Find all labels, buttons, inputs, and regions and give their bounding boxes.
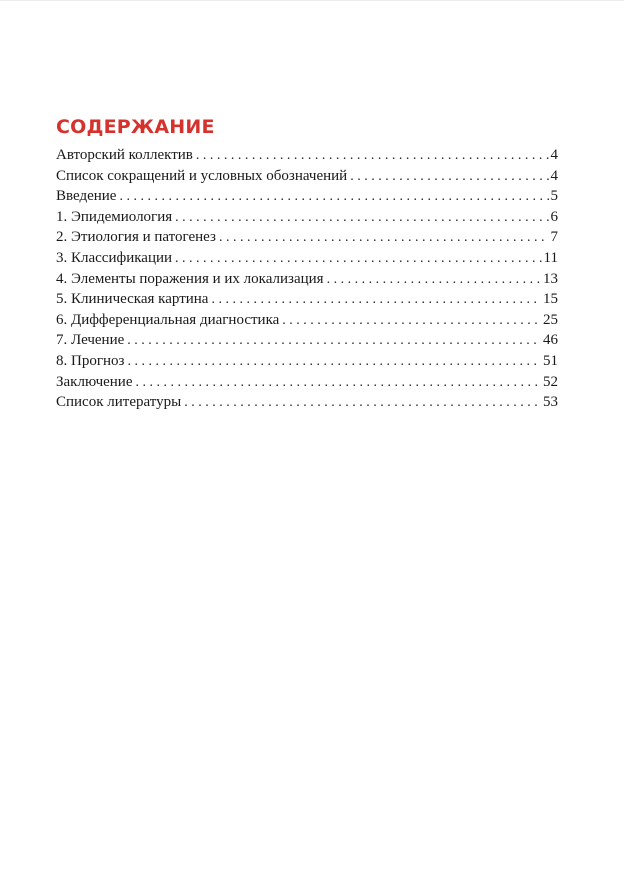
toc-entry-clinical-picture [56,291,558,312]
dot-leader [136,375,542,391]
dot-leader [219,230,549,246]
toc-entry-differential-diagnosis [56,312,558,333]
toc-entry-references [56,394,558,415]
toc-entry-page: 11 [543,249,558,266]
toc-entry-title: 4. Элементы поражения и их локализация [56,270,324,287]
toc-entry-page: 46 [543,332,558,349]
toc-entry-page: 5 [550,188,558,205]
table-of-contents [56,147,558,415]
toc-entry-page: 6 [550,208,558,225]
toc-entry-title: 8. Прогноз [56,352,125,369]
toc-entry-title: 6. Дифференциальная диагностика [56,311,280,328]
toc-entry-epidemiology [56,209,558,230]
dot-leader [175,251,542,267]
toc-entry-abbreviations [56,168,558,189]
dot-leader [119,189,548,205]
toc-entry-title: 2. Этиология и патогенез [56,229,216,246]
toc-entry-title: Список сокращений и условных обозначений [56,167,348,184]
toc-entry-lesion-elements [56,271,558,292]
toc-entry-etiology [56,229,558,250]
dot-leader [350,169,548,185]
toc-entry-title: Список литературы [56,394,182,411]
toc-entry-page: 4 [550,147,558,163]
toc-entry-title: 7. Лечение [56,332,125,349]
dot-leader [127,333,541,349]
toc-entry-treatment [56,332,558,353]
toc-heading: СОДЕРЖАНИЕ [56,116,215,138]
toc-entry-page: 51 [543,352,558,369]
toc-entry-prognosis [56,353,558,374]
toc-entry-title: Введение [56,188,117,205]
dot-leader [127,354,541,370]
toc-entry-page: 13 [543,270,558,287]
dot-leader [327,272,541,288]
toc-entry-title: 3. Классификации [56,249,173,266]
dot-leader [196,148,549,164]
toc-entry-page: 15 [543,291,558,308]
toc-entry-conclusion [56,374,558,395]
toc-entry-page: 25 [543,311,558,328]
toc-entry-classifications [56,250,558,271]
toc-entry-title: Заключение [56,373,133,390]
dot-leader [175,210,548,226]
toc-entry-authors [56,147,558,168]
toc-entry-title: Авторский коллектив [56,147,193,163]
toc-entry-page: 53 [543,394,558,411]
toc-entry-title: 1. Эпидемиология [56,208,173,225]
toc-entry-page: 4 [550,167,558,184]
toc-entry-page: 52 [543,373,558,390]
toc-entry-introduction [56,188,558,209]
toc-entry-title: 5. Клиническая картина [56,291,209,308]
dot-leader [184,395,541,411]
toc-entry-page: 7 [550,229,558,246]
dot-leader [282,313,541,329]
dot-leader [211,292,541,308]
